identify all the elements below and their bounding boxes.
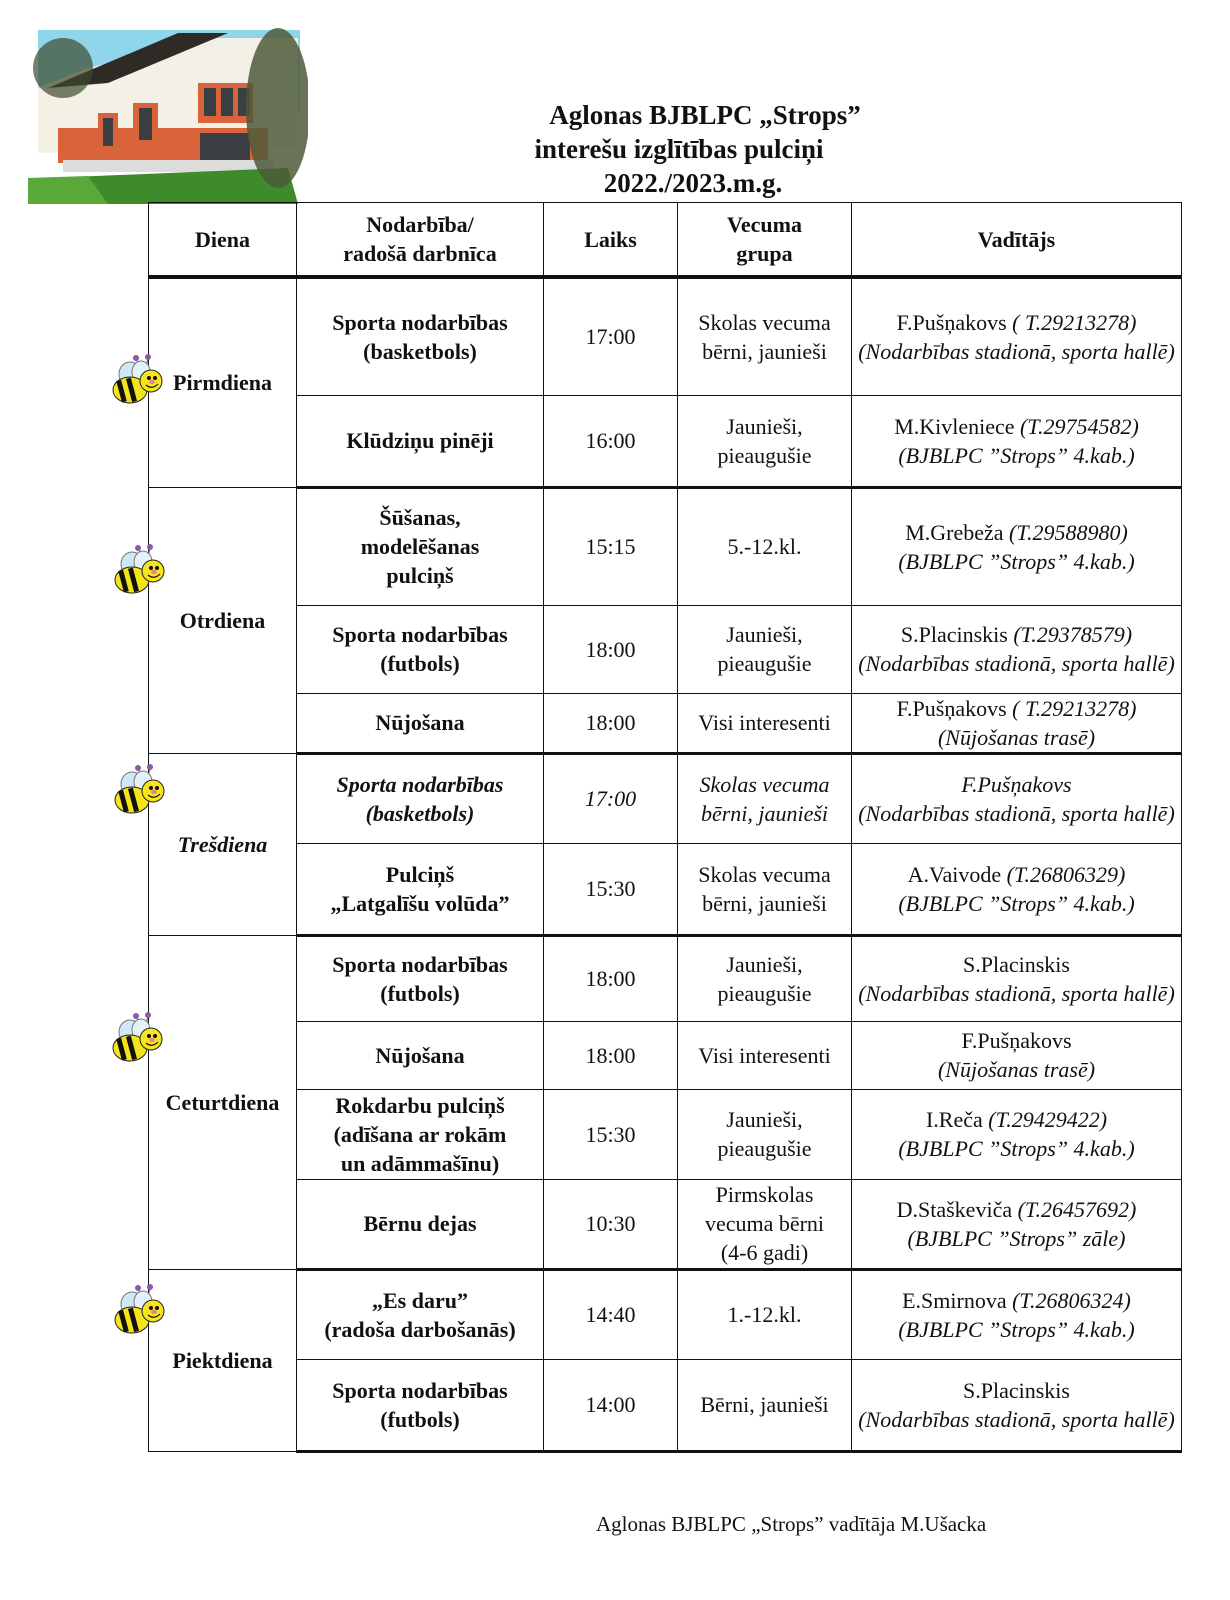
- day-label: Otrdiena: [179, 607, 266, 633]
- activity-cell: [297, 1179, 544, 1269]
- activity-cell: [297, 1021, 544, 1089]
- column-header-activity-line: radošā darbnīca: [343, 241, 497, 266]
- age-group-line: Visi interesenti: [698, 710, 831, 735]
- activity-line: (basketbols): [363, 338, 477, 364]
- age-group-line: pieaugušie: [717, 1136, 812, 1161]
- table-row: [149, 1269, 1182, 1359]
- leader-phone: ( T.29213278): [1012, 695, 1137, 721]
- time-cell: 17:00: [544, 277, 678, 395]
- activity-line: Sporta nodarbības: [332, 1377, 508, 1403]
- day-cell: [149, 1269, 297, 1451]
- leader-location: (BJBLPC ”Strops” 4.kab.): [898, 548, 1135, 574]
- leader-name-line: [856, 1376, 1177, 1405]
- day-cell: [149, 935, 297, 1269]
- activity-line: Sporta nodarbības: [332, 622, 508, 647]
- activity-cell: [297, 605, 544, 693]
- age-group-cell: [678, 487, 852, 605]
- activity-cell: [297, 487, 544, 605]
- table-row: [149, 843, 1182, 935]
- activity-cell: [297, 277, 544, 395]
- activity-cell: [297, 1269, 544, 1359]
- age-group-line: pieaugušie: [717, 980, 812, 1006]
- leader-cell: [852, 1359, 1182, 1451]
- leader-phone: (T.29588980): [1009, 519, 1128, 545]
- table-row: [149, 935, 1182, 1021]
- activity-line: Sporta nodarbības: [332, 309, 508, 335]
- leader-name-line: [856, 1026, 1177, 1055]
- activity-line: (futbols): [380, 651, 460, 676]
- age-group-line: pieaugušie: [717, 651, 812, 676]
- leader-cell: [852, 935, 1182, 1021]
- day-label: Ceturtdiena: [165, 1089, 280, 1115]
- leader-location: (Nodarbības stadionā, sporta hallē): [858, 1406, 1175, 1432]
- title-line-1: Aglonas BJBLPC „Strops”: [549, 100, 861, 130]
- day-cell: [149, 487, 297, 753]
- activity-line: pulciņš: [386, 563, 454, 588]
- time-cell: 16:00: [544, 395, 678, 487]
- table-row: [149, 1359, 1182, 1451]
- table-header-row: [149, 203, 1182, 278]
- leader-phone: (T.26806324): [1012, 1287, 1131, 1313]
- age-group-cell: [678, 1269, 852, 1359]
- age-group-cell: [678, 395, 852, 487]
- table-row: [149, 1179, 1182, 1269]
- leader-phone: (T.29429422): [988, 1107, 1108, 1132]
- activity-line: Nūjošana: [375, 710, 465, 735]
- time-cell: 18:00: [544, 605, 678, 693]
- activity-line: (basketbols): [365, 800, 475, 826]
- activity-line: (adīšana ar rokām: [333, 1121, 507, 1147]
- activity-line: „Es daru”: [372, 1287, 468, 1313]
- title-line-3: 2022./2023.m.g.: [603, 168, 783, 198]
- leader-name: A.Vaivode: [907, 861, 1002, 887]
- table-row: [149, 605, 1182, 693]
- day-label: Pirmdiena: [173, 370, 272, 396]
- leader-phone: ( T.29213278): [1012, 309, 1137, 335]
- column-header-age-line: Vecuma: [727, 212, 802, 237]
- leader-cell: [852, 1179, 1182, 1269]
- signature-footer: Aglonas BJBLPC „Strops” vadītāja M.Ušacka: [596, 1512, 987, 1536]
- leader-phone: (T.26806329): [1006, 861, 1126, 887]
- age-group-line: vecuma bērni: [704, 1211, 825, 1236]
- leader-location: (BJBLPC ”Strops” 4.kab.): [898, 890, 1135, 916]
- leader-location: (BJBLPC ”Strops” 4.kab.): [898, 442, 1135, 468]
- leader-name-line: [856, 1195, 1177, 1224]
- age-group-cell: [678, 1021, 852, 1089]
- age-group-line: 5.-12.kl.: [727, 534, 802, 559]
- activity-line: modelēšanas: [360, 534, 480, 559]
- activity-cell: [297, 753, 544, 843]
- age-group-line: Jaunieši,: [726, 622, 803, 647]
- leader-name: F.Pušņakovs: [961, 771, 1072, 797]
- leader-name: F.Pušņakovs: [896, 309, 1007, 335]
- column-header-activity-line: Nodarbība/: [366, 212, 474, 237]
- column-header-activity: [297, 203, 544, 278]
- table-row: [149, 1089, 1182, 1179]
- leader-cell: [852, 1021, 1182, 1089]
- leader-name-line: [856, 412, 1177, 441]
- leader-location: (BJBLPC ”Strops” 4.kab.): [898, 1136, 1135, 1161]
- leader-cell: [852, 1269, 1182, 1359]
- time-cell: 15:30: [544, 843, 678, 935]
- activity-cell: [297, 843, 544, 935]
- activity-line: Sporta nodarbības: [332, 951, 508, 977]
- table-row: [149, 395, 1182, 487]
- leader-name: D.Staškeviča: [896, 1196, 1013, 1222]
- leader-name-line: [856, 518, 1177, 547]
- bee-icon: [112, 1284, 166, 1338]
- page-title: [470, 98, 940, 200]
- leader-phone: (T.26457692): [1017, 1196, 1137, 1222]
- time-cell: 14:40: [544, 1269, 678, 1359]
- age-group-cell: [678, 1179, 852, 1269]
- age-group-line: (4-6 gadi): [720, 1240, 809, 1265]
- leader-location: (BJBLPC ”Strops” 4.kab.): [898, 1316, 1135, 1342]
- leader-name-line: [856, 770, 1177, 799]
- leader-name-line: [856, 1286, 1177, 1315]
- age-group-cell: [678, 935, 852, 1021]
- leader-location: (Nūjošanas trasē): [937, 1057, 1096, 1082]
- leader-cell: [852, 277, 1182, 395]
- leader-name: S.Placinskis: [963, 1377, 1070, 1403]
- activity-line: Bērnu dejas: [363, 1211, 477, 1236]
- column-header-time: Laiks: [544, 203, 678, 278]
- leader-name-line: [856, 620, 1177, 649]
- day-label: Trešdiena: [177, 831, 268, 857]
- age-group-line: pieaugušie: [717, 442, 812, 468]
- leader-location: (Nodarbības stadionā, sporta hallē): [858, 651, 1175, 676]
- activity-line: (futbols): [380, 980, 460, 1006]
- leader-cell: [852, 753, 1182, 843]
- age-group-line: Bērni, jaunieši: [700, 1392, 829, 1417]
- time-cell: 14:00: [544, 1359, 678, 1451]
- time-cell: 10:30: [544, 1179, 678, 1269]
- age-group-cell: [678, 753, 852, 843]
- activity-line: „Latgalīšu volūda”: [330, 890, 510, 916]
- table-row: [149, 753, 1182, 843]
- leader-phone: (T.29378579): [1013, 622, 1133, 647]
- bee-icon: [110, 1012, 164, 1066]
- activity-cell: [297, 693, 544, 753]
- activity-line: (futbols): [380, 1406, 460, 1432]
- leader-location: (Nodarbības stadionā, sporta hallē): [858, 338, 1175, 364]
- activity-line: Nūjošana: [375, 1042, 465, 1068]
- activity-cell: [297, 395, 544, 487]
- age-group-cell: [678, 693, 852, 753]
- age-group-line: bērni, jaunieši: [700, 800, 829, 826]
- leader-name: S.Placinskis: [963, 951, 1070, 977]
- column-header-day: Diena: [149, 203, 297, 278]
- age-group-line: Skolas vecuma: [698, 861, 831, 887]
- leader-name: F.Pušņakovs: [896, 695, 1007, 721]
- leader-location: (Nodarbības stadionā, sporta hallē): [858, 980, 1175, 1006]
- age-group-cell: [678, 843, 852, 935]
- age-group-cell: [678, 605, 852, 693]
- bee-icon: [112, 544, 166, 598]
- leader-location: (Nodarbības stadionā, sporta hallē): [858, 800, 1175, 826]
- age-group-line: Visi interesenti: [698, 1042, 831, 1068]
- activity-line: Pulciņš: [385, 861, 455, 887]
- activity-line: Šūšanas,: [379, 505, 461, 530]
- leader-name: M.Kivleniece: [894, 413, 1015, 439]
- leader-name: I.Reča: [925, 1107, 983, 1132]
- table-row: [149, 1021, 1182, 1089]
- age-group-line: Jaunieši,: [726, 1107, 803, 1132]
- building-photo: [28, 28, 308, 204]
- activity-cell: [297, 1359, 544, 1451]
- leader-name-line: [856, 860, 1177, 889]
- time-cell: 17:00: [544, 753, 678, 843]
- time-cell: 18:00: [544, 935, 678, 1021]
- title-line-2: interešu izglītības pulciņi: [534, 134, 824, 164]
- column-header-leader: Vadītājs: [852, 203, 1182, 278]
- bee-icon: [112, 764, 166, 818]
- leader-name-line: [856, 1105, 1177, 1134]
- leader-location: (BJBLPC ”Strops” zāle): [907, 1225, 1126, 1251]
- activity-line: Klūdziņu pinēji: [346, 428, 494, 453]
- age-group-line: Skolas vecuma: [698, 309, 831, 335]
- leader-name-line: [856, 308, 1177, 337]
- leader-location: (Nūjošanas trasē): [937, 724, 1096, 750]
- age-group-cell: [678, 1089, 852, 1179]
- leader-cell: [852, 487, 1182, 605]
- leader-name-line: [856, 694, 1177, 723]
- table-row: [149, 487, 1182, 605]
- leader-name-line: [856, 950, 1177, 979]
- leader-phone: (T.29754582): [1020, 413, 1139, 439]
- time-cell: 15:15: [544, 487, 678, 605]
- column-header-age-line: grupa: [736, 241, 793, 266]
- column-header-age: [678, 203, 852, 278]
- age-group-line: 1.-12.kl.: [727, 1302, 802, 1327]
- activity-line: Rokdarbu pulciņš: [335, 1092, 505, 1118]
- age-group-line: bērni, jaunieši: [702, 338, 827, 364]
- leader-name: F.Pušņakovs: [961, 1028, 1072, 1053]
- age-group-line: Skolas vecuma: [699, 771, 830, 797]
- leader-cell: [852, 693, 1182, 753]
- leader-name: S.Placinskis: [900, 622, 1008, 647]
- time-cell: 18:00: [544, 693, 678, 753]
- day-cell: [149, 753, 297, 935]
- leader-cell: [852, 605, 1182, 693]
- activity-cell: [297, 1089, 544, 1179]
- age-group-line: Jaunieši,: [726, 951, 803, 977]
- schedule-table: [148, 202, 1182, 1453]
- bee-icon: [110, 354, 164, 408]
- activity-line: (radoša darbošanās): [324, 1316, 516, 1342]
- activity-cell: [297, 935, 544, 1021]
- day-cell: [149, 277, 297, 487]
- time-cell: 15:30: [544, 1089, 678, 1179]
- age-group-cell: [678, 1359, 852, 1451]
- activity-line: un adāmmašīnu): [340, 1150, 500, 1176]
- leader-name: M.Grebeža: [905, 519, 1004, 545]
- leader-cell: [852, 843, 1182, 935]
- age-group-line: bērni, jaunieši: [702, 890, 827, 916]
- age-group-cell: [678, 277, 852, 395]
- day-label: Piektdiena: [172, 1347, 273, 1373]
- activity-line: Sporta nodarbības: [336, 771, 504, 797]
- leader-name: E.Smirnova: [902, 1287, 1007, 1313]
- table-row: [149, 277, 1182, 395]
- age-group-line: Pirmskolas: [715, 1182, 814, 1207]
- time-cell: 18:00: [544, 1021, 678, 1089]
- table-row: [149, 693, 1182, 753]
- leader-cell: [852, 1089, 1182, 1179]
- age-group-line: Jaunieši,: [726, 413, 803, 439]
- leader-cell: [852, 395, 1182, 487]
